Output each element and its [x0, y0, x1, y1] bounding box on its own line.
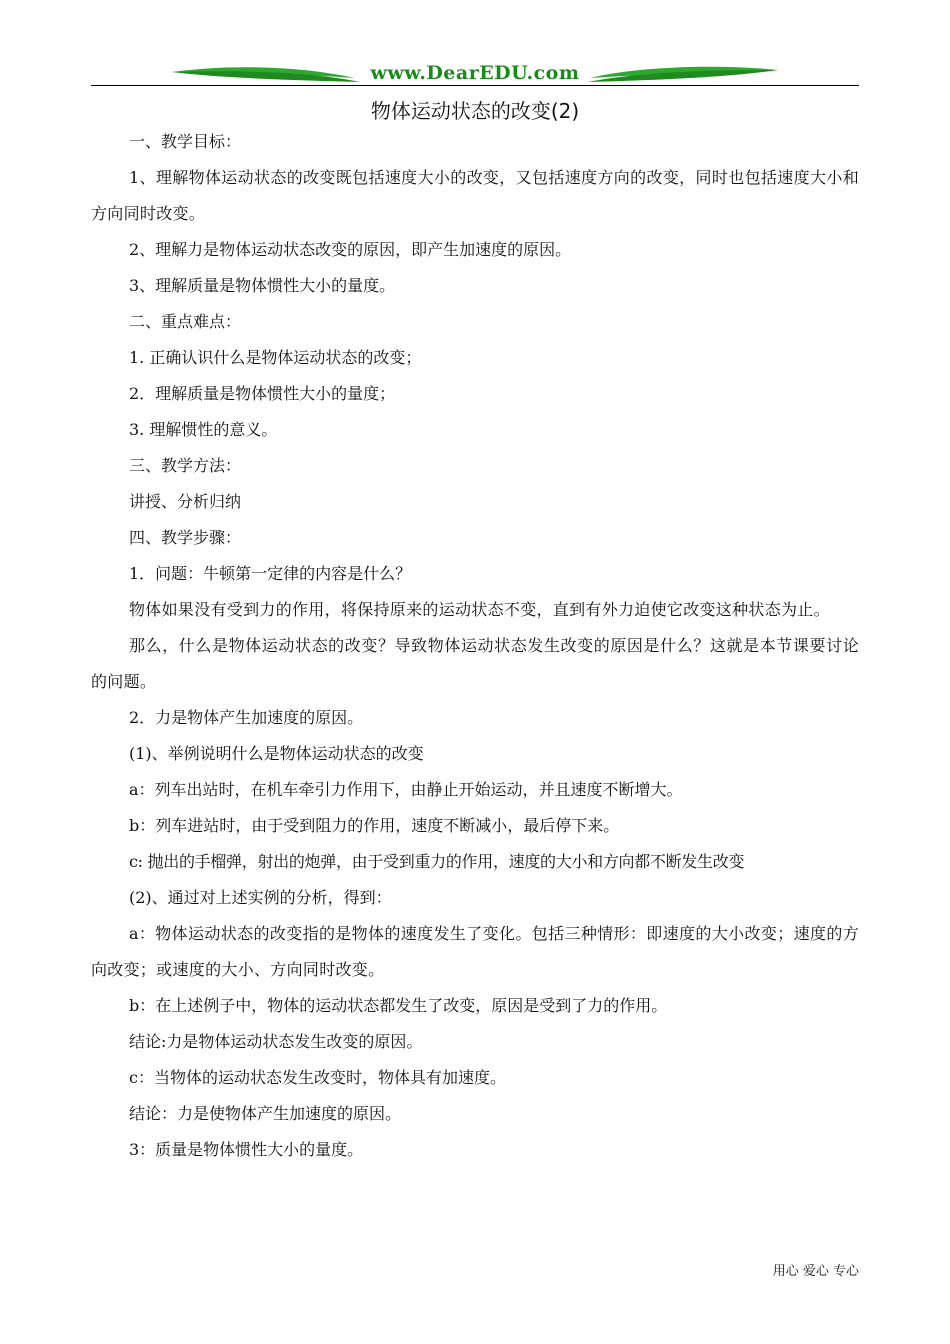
text-line: (1)、举例说明什么是物体运动状态的改变: [129, 744, 424, 763]
text-line: 3、理解质量是物体惯性大小的量度。: [129, 276, 396, 295]
logo-text: www.DearEDU.com: [370, 62, 580, 84]
text-line: 1. 正确认识什么是物体运动状态的改变；: [129, 348, 422, 367]
section-heading: 三、教学方法：: [129, 456, 242, 475]
text-line: b：列车进站时，由于受到阻力的作用，速度不断减小，最后停下来。: [129, 816, 620, 835]
text-line: 结论:力是物体运动状态发生改变的原因。: [129, 1032, 423, 1051]
text-line: 2．理解质量是物体惯性大小的量度；: [129, 384, 396, 403]
section-heading: 四、教学步骤：: [129, 528, 242, 547]
text-line: a：列车出站时，在机车牵引力作用下，由静止开始运动，并且速度不断增大。: [129, 780, 683, 799]
site-logo: [170, 58, 780, 94]
paragraph: 物体如果没有受到力的作用，将保持原来的运动状态不变，直到有外力迫使它改变这种状态为止。: [129, 600, 830, 619]
text-line: 2．力是物体产生加速度的原因。: [129, 708, 364, 727]
text-line: b：在上述例子中，物体的运动状态都发生了改变，原因是受到了力的作用。: [129, 996, 668, 1015]
paragraph: a：物体运动状态的改变指的是物体的速度发生了变化。包括三种情形：即速度的大小改变；速度的方向改变；或速度的大小、方向同时改变。: [91, 924, 859, 979]
header-divider: [91, 85, 859, 86]
section-heading: 一、教学目标：: [129, 132, 242, 151]
paragraph: 那么，什么是物体运动状态的改变？导致物体运动状态发生改变的原因是什么？这就是本节课要讨论的问题。: [91, 636, 859, 691]
text-line: 3. 理解惯性的意义。: [129, 420, 278, 439]
text-line: (2)、通过对上述实例的分析，得到：: [129, 888, 392, 907]
text-line: c: 抛出的手榴弹，射出的炮弹，由于受到重力的作用，速度的大小和方向都不断发生改变: [129, 852, 745, 871]
text-line: 1．问题：牛顿第一定律的内容是什么？: [129, 564, 412, 583]
paragraph: 1、理解物体运动状态的改变既包括速度大小的改变，又包括速度方向的改变，同时也包括速度大小和方向同时改变。: [91, 168, 859, 223]
section-heading: 二、重点难点：: [129, 312, 242, 331]
text-line: 2、理解力是物体运动状态改变的原因，即产生加速度的原因。: [129, 240, 572, 259]
text-line: 讲授、分析归纳: [129, 492, 242, 511]
document-body: [91, 124, 859, 1168]
page-title: 物体运动状态的改变(2): [370, 99, 580, 123]
text-line: 3：质量是物体惯性大小的量度。: [129, 1140, 364, 1159]
text-line: 结论：力是使物体产生加速度的原因。: [129, 1104, 402, 1123]
text-line: c：当物体的运动状态发生改变时，物体具有加速度。: [129, 1068, 506, 1087]
page-footer: 用心 爱心 专心: [772, 1264, 859, 1279]
